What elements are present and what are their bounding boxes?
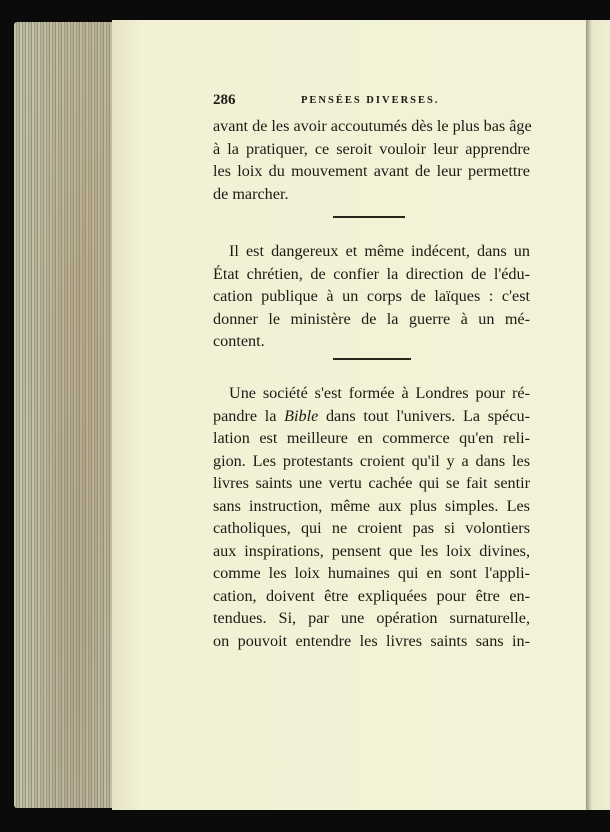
text-line: donner le ministère de la guerre à un mé- — [213, 309, 530, 328]
text-line: Il est dangereux et même indécent, dans un — [229, 242, 530, 260]
text-line: livres saints une vertu cachée qui se fait sentir — [213, 474, 530, 492]
text-line: de marcher. — [213, 184, 289, 203]
text-line: cation, doivent être expliquées pour être en- — [213, 586, 530, 605]
text-line: gion. Les protestants croient qu'il y a dans les — [213, 451, 530, 470]
text-line: comme les loix humaines qui en sont l'appli- — [213, 564, 530, 582]
text-line: aux inspirations, pensent que les loix divines, — [213, 541, 530, 560]
text-line: État chrétien, de confier la direction de l'édu- — [213, 264, 530, 283]
text-line: content. — [213, 332, 265, 350]
paragraph-1 — [213, 115, 530, 205]
text-line: catholiques, qui ne croient pas si volontiers — [213, 519, 530, 537]
text-line: avant de les avoir accoutumés dès le plus bas âge — [213, 117, 532, 135]
paragraph-2 — [213, 240, 530, 353]
section-divider — [333, 216, 405, 218]
running-title: PENSÉES DIVERSES. — [301, 95, 440, 106]
text-line — [213, 405, 530, 428]
text-line: Une société s'est formée à Londres pour ré- — [229, 384, 530, 402]
text-segment: dans tout l'univers. La spécu- — [318, 406, 530, 425]
italic-title: Bible — [284, 406, 319, 425]
text-line: les loix du mouvement avant de leur permettre — [213, 162, 530, 180]
text-segment: pandre la — [213, 406, 285, 425]
text-line: tendues. Si, par une opération surnaturelle, — [213, 609, 530, 627]
running-header — [213, 92, 453, 109]
page-edges — [14, 22, 114, 808]
text-line: lation est meilleure en commerce qu'en reli- — [213, 429, 530, 447]
text-line: sans instruction, même aux plus simples. Les — [213, 496, 530, 515]
text-line: on pouvoit entendre les livres saints sans in- — [213, 631, 530, 650]
section-divider — [333, 358, 411, 360]
text-line: cation publique à un corps de laïques : c'est — [213, 287, 530, 305]
paragraph-3 — [213, 382, 530, 652]
right-page-edge — [586, 20, 610, 810]
page-number: 286 — [213, 92, 236, 108]
text-line: à la pratiquer, ce seroit vouloir leur apprendre — [213, 139, 530, 158]
